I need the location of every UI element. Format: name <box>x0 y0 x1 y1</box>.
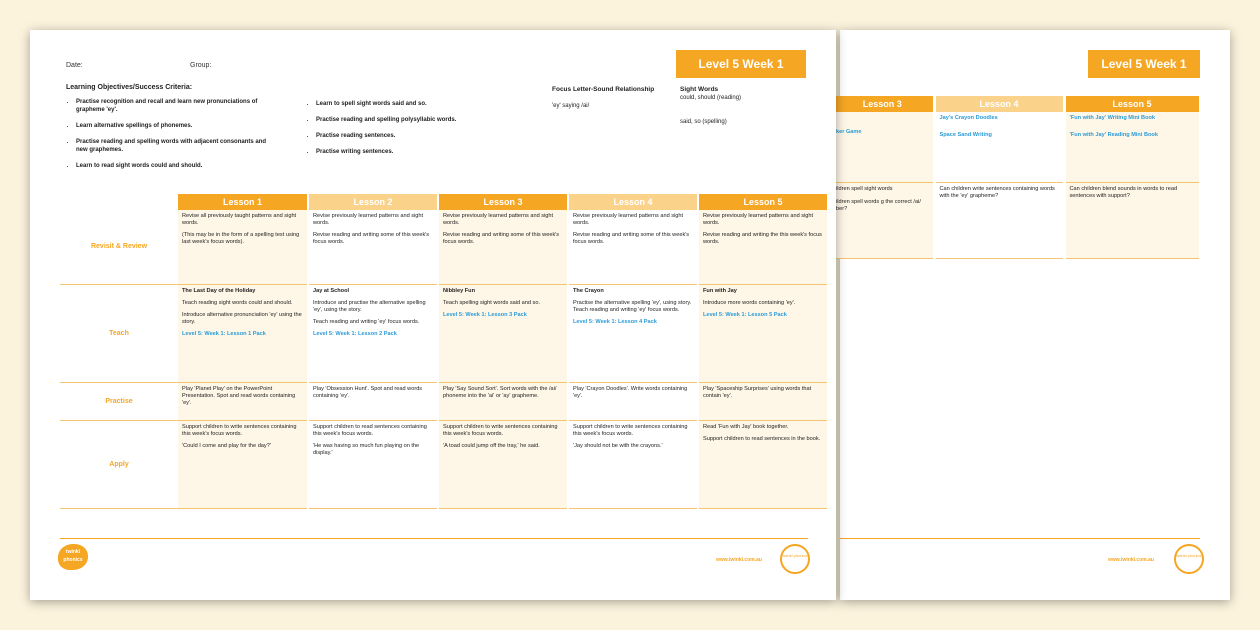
plan-cell: Revise previously learned patterns and sight words. Revise reading and writing some of this week's focus words. <box>308 210 438 284</box>
plan-cell: Support children to read sentences containing this week's focus words. 'He was having so much fun playing on the display.' <box>308 420 438 508</box>
focus-block <box>552 86 662 110</box>
plan-cell: Support children to write sentences containing this week's focus words. 'Jay should not be with the crayons.' <box>568 420 698 508</box>
plan-cell: Play 'Planet Play' on the PowerPoint Presentation. Spot and read words containing 'ey'. <box>178 382 308 420</box>
group-label: Group: <box>190 62 212 69</box>
objective-item: • Practise writing sentences. <box>316 148 536 156</box>
apply-row <box>60 420 828 508</box>
row-label: Practise <box>60 382 178 420</box>
plan-cell: Support children to write sentences containing this week's focus words. 'A toad could jump off the tray,' he said. <box>438 420 568 508</box>
back-lesson-header: Lesson 4 <box>934 96 1064 112</box>
objectives-title: Learning Objectives/Success Criteria: <box>66 84 193 91</box>
row-label: Revisit & Review <box>60 210 178 284</box>
back-lesson-table <box>832 96 1202 259</box>
plan-cell: Play 'Say Sound Sort'. Sort words with the /ai/ phoneme into the 'ai' or 'ay' grapheme. <box>438 382 568 420</box>
revisit-row <box>60 210 828 284</box>
back-page <box>836 30 1230 600</box>
front-page <box>30 30 836 600</box>
plan-cell: The Crayon Practise the alternative spelling 'ey', using story. Teach reading and writing 'ey' focus words. Level 5: Week 1: Lesson 4 Pack <box>568 284 698 382</box>
bottom-rule <box>840 538 1200 539</box>
corner-cell <box>60 194 178 210</box>
level-badge: Level 5 Week 1 <box>676 50 806 78</box>
objective-item: • Learn to spell sight words said and so. <box>316 100 536 108</box>
plan-cell: Revise all previously taught patterns and sight words. (This may be in the form of a spelling test using last week's focus words). <box>178 210 308 284</box>
plan-cell: Revise previously learned patterns and sight words. Revise reading and writing the this week's focus words. <box>698 210 828 284</box>
lesson-pack-link[interactable]: Level 5: Week 1: Lesson 1 Pack <box>182 330 266 337</box>
lesson-header: Lesson 2 <box>308 194 438 210</box>
footer-url: www.twinkl.com.au <box>1108 557 1154 563</box>
plan-cell: Fun with Jay Introduce more words containing 'ey'. Level 5: Week 1: Lesson 5 Pack <box>698 284 828 382</box>
sight-words-block <box>680 86 810 126</box>
back-resource-cell: Jay's Crayon Doodles Space Sand Writing <box>934 112 1064 182</box>
plan-cell: Revise previously learned patterns and sight words. Revise reading and writing some of this week's focus words. <box>438 210 568 284</box>
bottom-rule <box>60 538 808 539</box>
plan-cell: Play 'Obsession Hunt'. Spot and read words containing 'ey'. <box>308 382 438 420</box>
objective-item: • Practise reading and spelling polysyllabic words. <box>316 116 536 124</box>
date-label: Date: <box>66 62 83 69</box>
teach-row <box>60 284 828 382</box>
practise-row <box>60 382 828 420</box>
objectives-right-list <box>306 100 536 164</box>
plan-cell: Play 'Spaceship Surprises' using words that contain 'ey'. <box>698 382 828 420</box>
sight-words-spelling: said, so (spelling) <box>680 119 727 125</box>
focus-title: Focus Letter-Sound Relationship <box>552 86 655 93</box>
lesson-pack-link[interactable]: Level 5: Week 1: Lesson 5 Pack <box>703 311 787 318</box>
back-lesson-header: Lesson 3 <box>832 96 934 112</box>
twinkl-badge-logo: twinkl phonics <box>1174 544 1204 574</box>
sight-words-title: Sight Words <box>680 86 719 93</box>
objective-item: • Learn to read sight words could and should. <box>76 162 276 170</box>
objective-item: • Learn alternative spellings of phonemes. <box>76 122 276 130</box>
plan-cell: Support children to write sentences containing this week's focus words. 'Could I come and play for the day?' <box>178 420 308 508</box>
lesson-pack-link[interactable]: Level 5: Week 1: Lesson 2 Pack <box>313 330 397 337</box>
back-lesson-header: Lesson 5 <box>1064 96 1200 112</box>
focus-value: 'ey' saying /ai/ <box>552 103 590 109</box>
back-assessment-cell: Can children write sentences containing words with the 'ey' grapheme? <box>934 182 1064 258</box>
lesson-pack-link[interactable]: Level 5: Week 1: Lesson 3 Pack <box>443 311 527 318</box>
plan-cell: Revise previously learned patterns and sight words. Revise reading and writing some of this week's focus words. <box>568 210 698 284</box>
row-label: Teach <box>60 284 178 382</box>
back-assessment-cell: ildren spell sight words ildren spell words g the correct /ai/ ber? <box>832 182 934 258</box>
plan-cell: Read 'Fun with Jay' book together. Support children to read sentences in the book. <box>698 420 828 508</box>
lesson-pack-link[interactable]: Level 5: Week 1: Lesson 4 Pack <box>573 318 657 325</box>
footer-url: www.twinkl.com.au <box>716 557 762 563</box>
objective-item: • Practise recognition and recall and learn new pronunciations of grapheme 'ey'. <box>76 98 276 114</box>
level-badge: Level 5 Week 1 <box>1088 50 1200 78</box>
back-resource-cell: ker Game <box>832 112 934 182</box>
objective-item: • Practise reading and spelling words with adjacent consonants and new graphemes. <box>76 138 276 154</box>
objectives-left-list <box>66 98 276 178</box>
lesson-header: Lesson 5 <box>698 194 828 210</box>
back-assessment-cell: Can children blend sounds in words to read sentences with support? <box>1064 182 1200 258</box>
plan-cell: Play 'Crayon Doodles'. Write words containing 'ey'. <box>568 382 698 420</box>
objective-item: • Practise reading sentences. <box>316 132 536 140</box>
plan-cell: The Last Day of the Holiday Teach reading sight words could and should. Introduce alternative pronunciation 'ey' using the story. Level 5: Week 1: Lesson 1 Pack <box>178 284 308 382</box>
twinkl-phonics-logo: twinkl phonics <box>58 544 88 570</box>
lesson-header: Lesson 3 <box>438 194 568 210</box>
back-resource-cell: 'Fun with Jay' Writing Mini Book 'Fun with Jay' Reading Mini Book <box>1064 112 1200 182</box>
lesson-plan-table <box>60 194 829 509</box>
lesson-header: Lesson 4 <box>568 194 698 210</box>
plan-cell: Jay at School Introduce and practise the alternative spelling 'ey', using the story. Teach reading and writing 'ey' focus words. Level 5: Week 1: Lesson 2 Pack <box>308 284 438 382</box>
twinkl-badge-logo: twinkl phonics <box>780 544 810 574</box>
lesson-header: Lesson 1 <box>178 194 308 210</box>
plan-cell: Nibbley Fun Teach spelling sight words said and so. Level 5: Week 1: Lesson 3 Pack <box>438 284 568 382</box>
row-label: Apply <box>60 420 178 508</box>
sight-words-reading: could, should (reading) <box>680 95 742 101</box>
